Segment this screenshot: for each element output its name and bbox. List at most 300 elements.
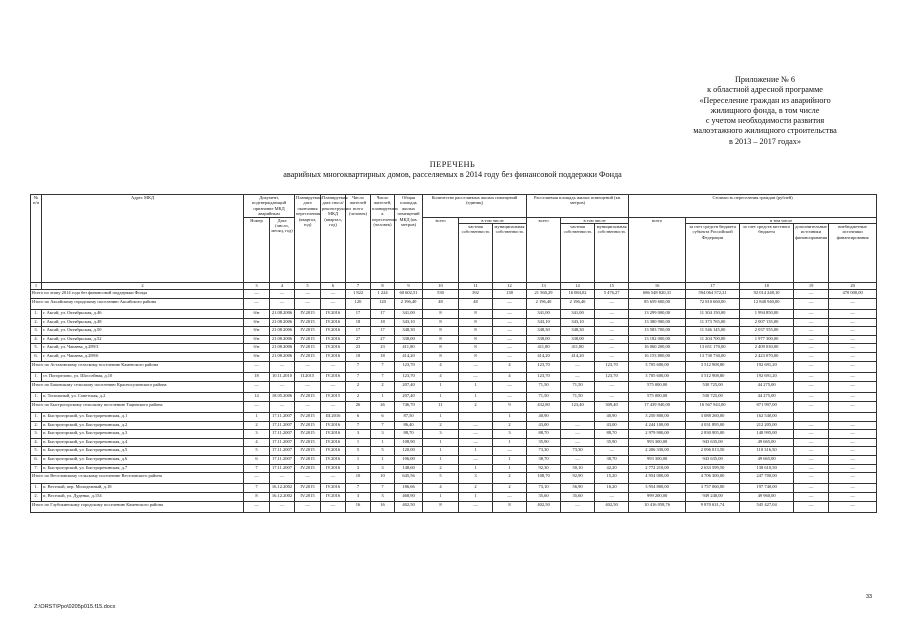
- table-cell: 5.: [31, 447, 42, 456]
- table-cell: 71,50: [561, 381, 595, 392]
- list-title: ПЕРЕЧЕНЬ: [429, 160, 476, 169]
- table-cell: 7.: [31, 464, 42, 473]
- table-cell: 2: [346, 392, 371, 401]
- table-cell: —: [794, 464, 829, 473]
- table-cell: —: [321, 290, 346, 299]
- table-cell: —: [595, 344, 629, 353]
- table-cell: 21.08.2006: [270, 318, 295, 327]
- table-cell: —: [493, 310, 527, 319]
- col-rooms-municipal: муниципальная собственность: [493, 224, 527, 283]
- table-cell: 17.11.2007: [270, 430, 295, 439]
- table-cell: —: [244, 361, 270, 372]
- subtotal-label: Итого по Глубокинскому городскому поселению Каменского района: [31, 501, 244, 512]
- table-cell: IV.2016: [321, 464, 346, 473]
- table-cell: 2 007 135,00: [740, 318, 794, 327]
- table-cell: 106,00: [395, 455, 423, 464]
- table-cell: —: [794, 438, 829, 447]
- table-cell: IV.2015: [295, 430, 321, 439]
- table-cell: 16 084,02: [561, 290, 595, 299]
- column-number: 14: [561, 283, 595, 290]
- table-cell: 2.: [31, 493, 42, 502]
- table-cell: 17.11.2007: [270, 438, 295, 447]
- table-cell: 35,60: [561, 493, 595, 502]
- table-cell: 468,90: [395, 493, 423, 502]
- table-cell: 18: [346, 352, 371, 361]
- table-cell: II.2015: [295, 372, 321, 381]
- table-cell: 348,30: [395, 327, 423, 336]
- table-cell: 123,40: [561, 401, 595, 412]
- table-cell: —: [794, 430, 829, 439]
- col-cost-offbudget: внебюджетные источники финансирования: [829, 224, 877, 283]
- col-cost-total: всего: [629, 217, 686, 282]
- table-cell: 3: [423, 430, 459, 439]
- table-cell: 123,70: [595, 361, 629, 372]
- table-cell: 14: [244, 392, 270, 401]
- appendix-line: «Переселение граждан из аварийного: [699, 95, 831, 105]
- table-row: [31, 310, 877, 319]
- table-cell: 1: [459, 447, 493, 456]
- table-cell: 2: [493, 473, 527, 484]
- table-cell: 575 000,00: [629, 392, 686, 401]
- table-cell: —: [595, 352, 629, 361]
- table-cell: 943 635,00: [686, 438, 740, 447]
- table-cell: 5 476,27: [595, 290, 629, 299]
- table-cell: —: [493, 381, 527, 392]
- appendix-line: жилищного фонда, в том числе: [710, 105, 820, 115]
- table-cell: 2: [493, 484, 527, 493]
- table-cell: 138: [493, 290, 527, 299]
- table-cell: 8: [423, 310, 459, 319]
- subtotal-label: Итого по Астаховскому сельскому поселению Каменского района: [31, 361, 244, 372]
- table-cell: 148,60: [395, 464, 423, 473]
- column-number: 5: [295, 283, 321, 290]
- table-cell: 1: [244, 412, 270, 421]
- table-cell: —: [794, 392, 829, 401]
- table-cell: IV.2015: [295, 335, 321, 344]
- table-cell: 49 665,00: [740, 455, 794, 464]
- table-cell: 3 705 600,00: [629, 372, 686, 381]
- table-cell: IV.2015: [295, 318, 321, 327]
- table-row: [31, 455, 877, 464]
- table-cell: 341,00: [561, 310, 595, 319]
- table-cell: 7: [371, 361, 395, 372]
- col-doc-number: Номер: [244, 217, 270, 282]
- col-residents-plan: Число жителей, планируемых к переселению (человек): [371, 195, 395, 283]
- table-cell: б/н: [244, 327, 270, 336]
- table-cell: 73,30: [561, 447, 595, 456]
- table-cell: 110 316,50: [740, 447, 794, 456]
- table-cell: III.2016: [321, 412, 346, 421]
- table-cell: —: [829, 421, 877, 430]
- table-cell: 17: [346, 327, 371, 336]
- col-plan-end: Планируемая дата окончания переселения (квартал, год): [295, 195, 321, 283]
- table-cell: 43,00: [527, 421, 561, 430]
- table-cell: —: [595, 392, 629, 401]
- column-number: 1: [31, 283, 42, 290]
- table-cell: 8: [459, 318, 493, 327]
- table-cell: —: [829, 447, 877, 456]
- table-cell: 6: [244, 455, 270, 464]
- table-cell: 993 300,00: [629, 455, 686, 464]
- table-cell: 4 706 300,00: [686, 473, 740, 484]
- col-rooms: Количество расселяемых жилых помещений (единиц): [423, 195, 527, 218]
- table-cell: —: [794, 344, 829, 353]
- table-cell: 44 275,00: [740, 381, 794, 392]
- table-cell: 402,50: [595, 501, 629, 512]
- table-cell: 12 848 940,00: [740, 298, 794, 309]
- table-cell: —: [794, 361, 829, 372]
- table-cell: 21.08.2006: [270, 310, 295, 319]
- table-cell: 4: [244, 438, 270, 447]
- table-cell: [459, 412, 493, 421]
- table-cell: —: [829, 484, 877, 493]
- column-number: 6: [321, 283, 346, 290]
- table-cell: 21.08.2006: [270, 344, 295, 353]
- table-cell: 3: [371, 430, 395, 439]
- table-cell: —: [794, 473, 829, 484]
- table-cell: 1.: [31, 484, 42, 493]
- col-rooms-total: всего: [423, 217, 459, 282]
- table-cell: IV.2015: [295, 392, 321, 401]
- table-cell: 48: [423, 298, 459, 309]
- subtotal-row: [31, 298, 877, 309]
- table-cell: б/н: [244, 318, 270, 327]
- table-cell: 123,70: [595, 372, 629, 381]
- table-cell: 1: [423, 381, 459, 392]
- table-cell: —: [794, 447, 829, 456]
- table-cell: 4 244 100,00: [629, 421, 686, 430]
- row-address: г. Аксай, ул. Октябрьская, д.52: [42, 335, 244, 344]
- table-cell: 1: [423, 455, 459, 464]
- table-cell: 3: [493, 430, 527, 439]
- table-cell: 1: [493, 412, 527, 421]
- table-cell: 120: [371, 298, 395, 309]
- table-cell: —: [829, 455, 877, 464]
- col-num: № п/п: [31, 195, 42, 283]
- table-cell: —: [829, 361, 877, 372]
- table-cell: 9: [493, 401, 527, 412]
- table-row: [31, 464, 877, 473]
- table-cell: 3: [346, 430, 371, 439]
- table-cell: 343,10: [527, 318, 561, 327]
- table-cell: 27: [346, 335, 371, 344]
- table-cell: 49 665,00: [740, 438, 794, 447]
- table-cell: 21.08.2006: [270, 352, 295, 361]
- table-cell: 5: [346, 447, 371, 456]
- table-cell: 6: [371, 412, 395, 421]
- col-area-total: всего: [527, 217, 561, 282]
- table-cell: —: [244, 473, 270, 484]
- houses-table: [30, 194, 877, 513]
- table-cell: 575 000,00: [629, 381, 686, 392]
- col-cost-local: за счет средств местного бюджета: [740, 224, 794, 283]
- table-cell: 5.: [31, 344, 42, 353]
- subtotal-label: Итого по Боковскому сельскому поселению Красносулинского района: [31, 381, 244, 392]
- row-address: ст. Погорелово, ул. Шоссейная, д.10: [42, 372, 244, 381]
- row-address: г. Аксай, ул. Чапаева, д.289/3: [42, 344, 244, 353]
- table-cell: 4: [493, 372, 527, 381]
- table-cell: б/н: [244, 335, 270, 344]
- table-cell: 10 416 058,76: [629, 501, 686, 512]
- table-cell: 6: [346, 412, 371, 421]
- table-cell: IV.2016: [321, 447, 346, 456]
- column-number: 10: [423, 283, 459, 290]
- table-cell: 1: [346, 455, 371, 464]
- row-address: п. Быстрогорский, ул. Быстроречинская, д.1: [42, 412, 244, 421]
- table-cell: —: [595, 310, 629, 319]
- table-cell: —: [595, 381, 629, 392]
- table-cell: 2 037 555,00: [740, 327, 794, 336]
- grand-total-row: [31, 290, 877, 299]
- subtotal-row: [31, 401, 877, 412]
- table-cell: —: [244, 501, 270, 512]
- table-cell: 17.11.2007: [270, 464, 295, 473]
- table-row: [31, 412, 877, 421]
- table-cell: IV.2016: [321, 421, 346, 430]
- table-cell: 123,70: [395, 361, 423, 372]
- table-cell: 1: [423, 493, 459, 502]
- table-cell: —: [321, 501, 346, 512]
- col-cost-region: за счет средств бюджета субъекта Российской Федерации: [686, 224, 740, 283]
- table-cell: 8: [459, 344, 493, 353]
- table-cell: 338,00: [527, 335, 561, 344]
- table-cell: 3: [459, 473, 493, 484]
- table-cell: 7: [346, 361, 371, 372]
- table-cell: 23: [346, 344, 371, 353]
- table-cell: 16: [346, 501, 371, 512]
- table-cell: —: [794, 501, 829, 512]
- table-cell: 3.: [31, 430, 42, 439]
- table-cell: 341,00: [527, 310, 561, 319]
- table-cell: 10: [346, 473, 371, 484]
- table-cell: 2 096 013,50: [686, 447, 740, 456]
- table-cell: 1 977 300,00: [740, 335, 794, 344]
- table-cell: —: [493, 318, 527, 327]
- table-row: [31, 372, 877, 381]
- table-cell: 21 560,29: [527, 290, 561, 299]
- table-cell: IV.2015: [295, 327, 321, 336]
- table-cell: IV.2016: [321, 318, 346, 327]
- table-cell: 50,10: [561, 464, 595, 473]
- table-cell: 16 060 200,00: [629, 344, 686, 353]
- table-cell: 1: [371, 455, 395, 464]
- col-cost: Стоимость переселения граждан (рублей): [629, 195, 877, 218]
- table-cell: 43,00: [595, 421, 629, 430]
- table-cell: —: [794, 352, 829, 361]
- table-cell: —: [270, 298, 295, 309]
- table-cell: 338,00: [395, 335, 423, 344]
- table-cell: 3: [346, 493, 371, 502]
- table-cell: —: [493, 298, 527, 309]
- table-cell: 1.: [31, 392, 42, 401]
- table-cell: 123,70: [395, 372, 423, 381]
- table-cell: 8: [423, 344, 459, 353]
- table-cell: 11 546 145,00: [686, 327, 740, 336]
- table-cell: 88,70: [395, 430, 423, 439]
- table-cell: —: [829, 438, 877, 447]
- table-cell: 432,80: [527, 401, 561, 412]
- table-cell: —: [459, 361, 493, 372]
- table-cell: 530 725,00: [686, 392, 740, 401]
- table-cell: 470 000,00: [829, 290, 877, 299]
- table-cell: —: [459, 372, 493, 381]
- table-cell: 1 994 850,00: [740, 310, 794, 319]
- table-cell: 686 548 820,31: [629, 290, 686, 299]
- table-cell: 411,80: [561, 344, 595, 353]
- table-cell: 2: [459, 401, 493, 412]
- table-cell: 10: [371, 473, 395, 484]
- col-rooms-private: частная собственность: [459, 224, 493, 283]
- table-cell: 3 088 260,00: [686, 412, 740, 421]
- table-cell: IV.2016: [321, 493, 346, 502]
- table-cell: —: [561, 501, 595, 512]
- table-cell: 17: [346, 310, 371, 319]
- table-cell: 120: [346, 298, 371, 309]
- table-cell: 1: [459, 464, 493, 473]
- table-cell: —: [493, 447, 527, 456]
- table-cell: 2.: [31, 421, 42, 430]
- row-address: п. Быстрогорский, ул. Быстроречинская, д.4: [42, 438, 244, 447]
- table-cell: 4 954 000,00: [629, 473, 686, 484]
- table-cell: —: [829, 327, 877, 336]
- table-cell: 192 691,20: [740, 361, 794, 372]
- table-cell: 343,10: [561, 318, 595, 327]
- appendix-line: к областной адресной программе: [707, 85, 823, 95]
- table-cell: —: [794, 298, 829, 309]
- table-cell: —: [493, 344, 527, 353]
- table-cell: 40,90: [527, 412, 561, 421]
- column-number: 4: [270, 283, 295, 290]
- table-cell: 2 830 905,00: [686, 430, 740, 439]
- table-cell: 1: [493, 438, 527, 447]
- row-address: п. Веселый, пер. Молодежный, д.18: [42, 484, 244, 493]
- table-cell: 71,50: [527, 392, 561, 401]
- table-cell: 8: [459, 310, 493, 319]
- table-cell: 148 995,00: [740, 430, 794, 439]
- table-cell: —: [295, 298, 321, 309]
- table-cell: 186,66: [395, 484, 423, 493]
- table-cell: 3: [371, 464, 395, 473]
- table-cell: 1: [423, 438, 459, 447]
- table-cell: —: [493, 335, 527, 344]
- table-cell: 3 757 060,00: [686, 484, 740, 493]
- table-cell: 645,56: [395, 473, 423, 484]
- table-cell: 338,00: [561, 335, 595, 344]
- table-cell: IV.2016: [321, 430, 346, 439]
- table-cell: 2 772 210,00: [629, 464, 686, 473]
- table-cell: 197 740,00: [740, 484, 794, 493]
- table-cell: —: [794, 401, 829, 412]
- table-cell: 73,30: [527, 447, 561, 456]
- table-cell: —: [561, 455, 595, 464]
- table-cell: 16.12.2002: [270, 484, 295, 493]
- row-address: г. Аксай, ул. Октябрьская, д.48: [42, 318, 244, 327]
- table-cell: 1 822: [346, 290, 371, 299]
- table-cell: 5: [244, 447, 270, 456]
- table-cell: —: [595, 335, 629, 344]
- table-cell: —: [295, 381, 321, 392]
- table-cell: 6.: [31, 352, 42, 361]
- table-cell: —: [493, 327, 527, 336]
- table-cell: 1: [371, 392, 395, 401]
- table-cell: —: [295, 501, 321, 512]
- table-cell: 7: [371, 372, 395, 381]
- table-cell: —: [270, 501, 295, 512]
- table-cell: 343,10: [395, 318, 423, 327]
- table-cell: 3: [346, 464, 371, 473]
- table-cell: —: [794, 484, 829, 493]
- table-cell: 5: [423, 473, 459, 484]
- table-cell: 92 014 248,10: [740, 290, 794, 299]
- table-cell: 1: [423, 447, 459, 456]
- table-cell: 2 196,40: [527, 298, 561, 309]
- table-cell: 16.12.2002: [270, 493, 295, 502]
- appendix-block: [655, 75, 875, 147]
- table-cell: —: [493, 352, 527, 361]
- table-cell: 38,70: [527, 455, 561, 464]
- table-cell: 40,90: [595, 412, 629, 421]
- col-cost-extra: дополнительные источники финансирования: [794, 224, 829, 283]
- appendix-line: Приложение № 6: [735, 75, 795, 84]
- table-cell: 2 206 330,00: [629, 447, 686, 456]
- table-cell: IV.2016: [321, 438, 346, 447]
- table-cell: —: [295, 361, 321, 372]
- table-cell: 1.: [31, 310, 42, 319]
- table-row: [31, 392, 877, 401]
- table-cell: 9 870 631,74: [686, 501, 740, 512]
- table-cell: 60 602,51: [395, 290, 423, 299]
- table-cell: 16 153 800,00: [629, 352, 686, 361]
- table-cell: —: [244, 290, 270, 299]
- table-cell: 13 182 000,00: [629, 335, 686, 344]
- table-cell: 414,20: [395, 352, 423, 361]
- table-cell: 108,90: [395, 438, 423, 447]
- col-area-private: частная собственность: [561, 224, 595, 283]
- table-cell: —: [561, 438, 595, 447]
- col-area-in-that: в том числе: [561, 217, 629, 223]
- table-cell: 2 196,40: [395, 298, 423, 309]
- table-cell: 11 204 700,00: [686, 335, 740, 344]
- table-cell: 4.: [31, 438, 42, 447]
- table-cell: б/н: [244, 310, 270, 319]
- table-cell: IV.2016: [321, 335, 346, 344]
- table-cell: 85 659 600,00: [629, 298, 686, 309]
- row-address: п. Быстрогорский, ул. Быстроречинская, д.5: [42, 447, 244, 456]
- table-cell: —: [270, 401, 295, 412]
- table-cell: 2: [423, 464, 459, 473]
- table-cell: 38,70: [595, 455, 629, 464]
- table-cell: 18: [371, 352, 395, 361]
- table-cell: 993 300,00: [629, 438, 686, 447]
- table-cell: —: [321, 473, 346, 484]
- row-address: г. Аксай, ул. Чапаева, д.289/6: [42, 352, 244, 361]
- table-cell: —: [794, 421, 829, 430]
- row-address: п. Быстрогорский, ул. Быстроречинская, д.6: [42, 455, 244, 464]
- table-row: [31, 352, 877, 361]
- table-cell: 3 954 800,00: [629, 484, 686, 493]
- table-cell: 18: [371, 318, 395, 327]
- table-cell: 414,20: [527, 352, 561, 361]
- table-cell: [561, 412, 595, 421]
- table-cell: —: [829, 392, 877, 401]
- table-cell: —: [829, 298, 877, 309]
- table-cell: 71,50: [561, 392, 595, 401]
- table-cell: 402,50: [527, 501, 561, 512]
- table-cell: IV.2016: [321, 344, 346, 353]
- table-cell: 746,70: [395, 401, 423, 412]
- table-cell: 247 700,00: [740, 473, 794, 484]
- table-cell: 2: [423, 421, 459, 430]
